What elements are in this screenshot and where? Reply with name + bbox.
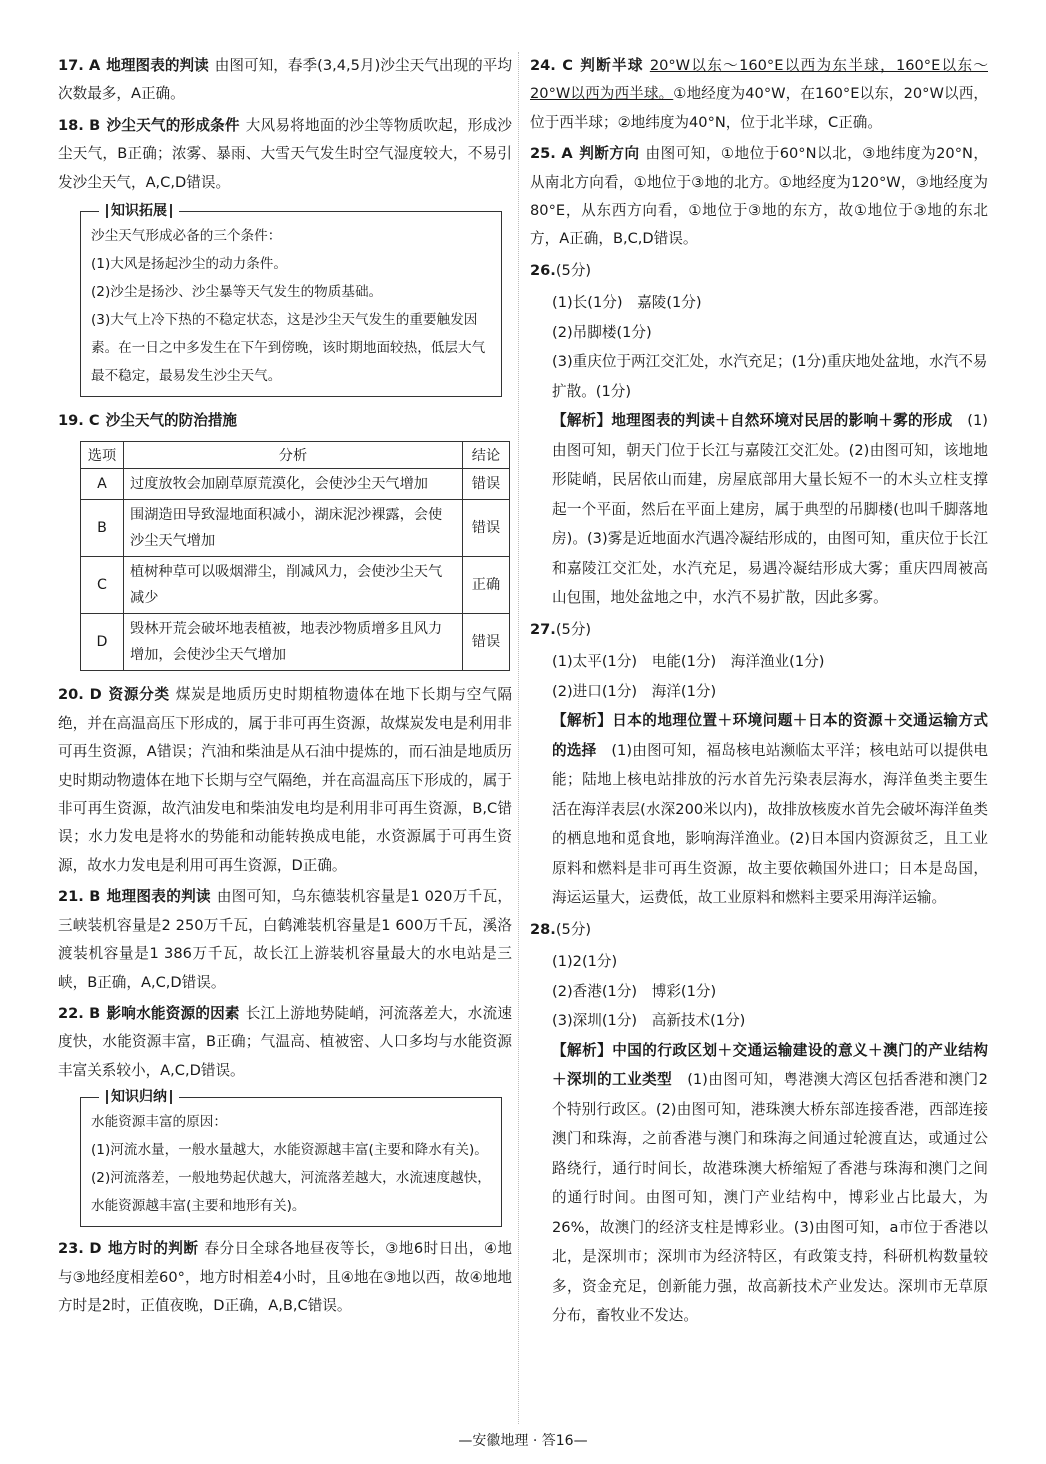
box2-line: (2)河流落差，一般地势起伏越大，河流落差越大，水流速度越快，水能资源越丰富(主要和地形有关)。 — [91, 1170, 491, 1215]
table-row — [81, 500, 510, 557]
q27-analysis-text: (1)由图可知，福岛核电站濒临太平洋；核电站可以提供电能；陆地上核电站排放的污水首先污染表层海水，海洋鱼类主要生活在海洋表层(水深200米以内)，故排放核废水首先会破坏海洋鱼类的栖息地和觅食地，影响海洋渔业。(2)日本国内资源贫乏，且工业原料和燃料是非可再生资源，故主要依赖国外进口；日本是岛国，海运运量大，运费低，故工业原料和燃料主要采用海洋运输。 — [552, 741, 988, 907]
q28-answer: (3)深圳(1分) 高新技术(1分) — [552, 1012, 746, 1030]
table-cell: D — [81, 614, 124, 671]
table-cell: 过度放牧会加剧草原荒漠化，会使沙尘天气增加 — [124, 469, 463, 500]
q17-text: 由图可知，春季(3,4,5月)沙尘天气出现的平均次数最多，A正确。 — [58, 57, 512, 103]
column-divider — [518, 52, 519, 1424]
q26-analysis-topic: 地理图表的判读＋自然环境对民居的影响＋雾的形成 — [611, 412, 953, 430]
table-header-row — [81, 442, 510, 469]
q23-number: 23. D — [58, 1240, 102, 1258]
q28-answer: (1)2(1分) — [552, 953, 618, 971]
question-17 — [58, 52, 512, 109]
q17-number: 17. A — [58, 57, 101, 74]
question-23 — [58, 1235, 512, 1320]
box2-line: (1)河流水量，一般水量越大，水能资源越丰富(主要和降水有关)。 — [91, 1142, 488, 1159]
q23-topic: 地方时的判断 — [107, 1240, 199, 1258]
table-header: 分析 — [124, 442, 463, 469]
box1-line: (2)沙尘是扬沙、沙尘暴等天气发生的物质基础。 — [91, 284, 383, 301]
q26-score: (5分) — [555, 261, 592, 279]
question-24 — [530, 52, 988, 137]
q27-answer: (2)进口(1分) 海洋(1分) — [552, 682, 717, 700]
q27-analysis-topic: 日本的地理位置＋环境问题＋日本的资源＋交通运输方式的选择 — [552, 712, 988, 759]
table-cell: 植树种草可以吸烟滞尘，削减风力，会使沙尘天气减少 — [124, 557, 463, 614]
box1-line: 沙尘天气形成必备的三个条件： — [91, 228, 282, 245]
question-26-header — [530, 257, 988, 285]
q26-analysis — [530, 406, 988, 613]
question-25 — [530, 140, 988, 254]
table-header: 选项 — [81, 442, 124, 469]
knowledge-extension-box — [80, 203, 502, 397]
q27-number: 27. — [530, 620, 556, 638]
q22-topic: 影响水能资源的因素 — [106, 1004, 240, 1022]
q26-answer: (3)重庆位于两江交汇处，水汽充足；(1分)重庆地处盆地，水汽不易扩散。(1分) — [552, 353, 988, 400]
q25-number: 25. A — [530, 145, 573, 163]
question-27-header — [530, 616, 988, 644]
box1-line: (1)大风是扬起沙尘的动力条件。 — [91, 256, 287, 273]
question-22 — [58, 1000, 512, 1085]
q20-number: 20. D — [58, 686, 102, 704]
q26-answer: (2)吊脚楼(1分) — [552, 323, 652, 341]
q23-text: 春分日全球各地昼夜等长，③地6时日出，④地与③地经度相差60°，地方时相差4小时，且④地在③地以西，故④地地方时是2时，正值夜晚，D正确，A,B,C错误。 — [58, 1240, 512, 1314]
q25-topic: 判断方向 — [578, 145, 640, 163]
q20-text: 煤炭是地质历史时期植物遗体在地下长期与空气隔绝，并在高温高压下形成的，属于非可再生资源，故煤炭发电是利用非可再生资源，A错误；汽油和柴油是从石油中提炼的，而石油是地质历史时期动物遗体在地下长期与空气隔绝，并在高温高压下形成的，属于非可再生资源，故汽油发电和柴油发电均是利用非可再生资源，B,C错误；水力发电是将水的势能和动能转换成电能，水资源属于可再生资源，故水力发电是利用可再生资源，D正确。 — [58, 686, 512, 874]
knowledge-summary-title: 知识归纳 — [99, 1086, 179, 1108]
question-18 — [58, 112, 512, 197]
q27-score: (5分) — [555, 620, 592, 638]
q26-analysis-text: (1)由图可知，朝天门位于长江与嘉陵江交汇处。(2)由图可知，该地地形陡峭，民居依山而建，房屋底部用大量长短不一的木头立柱支撑起一个平面，然后在平面上建房，属于典型的吊脚楼(也叫千脚落地房)。(3)雾是近地面水汽遇冷凝结形成的，由图可知，重庆位于长江和嘉陵江交汇处，水汽充足，易遇冷凝结形成大雾；重庆四周被高山包围，地处盆地之中，水汽不易扩散，因此多雾。 — [552, 412, 988, 607]
q28-score: (5分) — [555, 920, 592, 938]
page-footer: —安徽地理 · 答16— — [458, 1433, 588, 1449]
knowledge-summary-box — [80, 1089, 502, 1227]
q28-analysis — [530, 1036, 988, 1331]
table-header: 结论 — [463, 442, 510, 469]
q25-text: 由图可知，①地位于60°N以北，③地纬度为20°N，从南北方向看，①地位于③地的北方。①地经度为120°W，③地经度为80°E，从东西方向看，①地位于③地的东方，故①地位于③地的东北方，A正确，B,C,D错误。 — [530, 145, 988, 248]
q19-topic: 沙尘天气的防治措施 — [105, 412, 238, 430]
q28-analysis-text: (1)由图可知，粤港澳大湾区包括香港和澳门2个特别行政区。(2)由图可知，港珠澳大桥东部连接香港，西部连接澳门和珠海，之前香港与澳门和珠海之间通过轮渡直达，或通过公路绕行，通行时间长，故港珠澳大桥缩短了香港与珠海和澳门之间的通行时间。由图可知，澳门产业结构中，博彩业占比最大，为26%，故澳门的经济支柱是博彩业。(3)由图可知，a市位于香港以北，是深圳市；深圳市为经济特区，有政策支持，科研机构数量较多，资金充足，创新能力强，故高新技术产业发达。深圳市无草原分布，畜牧业不发达。 — [552, 1071, 988, 1325]
table-cell: A — [81, 469, 124, 500]
analysis-label: 【解析】 — [552, 1041, 613, 1059]
analysis-label: 【解析】 — [552, 412, 612, 430]
q27-analysis — [530, 706, 988, 913]
q22-text: 长江上游地势陡峭，河流落差大，水流速度快，水能资源丰富，B正确；气温高、植被密、人口多均与水能资源丰富关系较小，A,C,D错误。 — [58, 1004, 512, 1079]
table-cell: 错误 — [463, 500, 510, 557]
box2-line: 水能资源丰富的原因： — [91, 1114, 227, 1131]
q27-answer: (1)太平(1分) 电能(1分) 海洋渔业(1分) — [552, 653, 825, 671]
q24-text: ①地经度为40°W，在160°E以东，20°W以西，位于西半球；②地纬度为40°N，位于北半球，C正确。 — [530, 85, 988, 131]
table-cell: 正确 — [463, 557, 510, 614]
right-column — [530, 52, 988, 1334]
table-cell: 毁林开荒会破坏地表植被，地表沙物质增多且风力增加，会使沙尘天气增加 — [124, 614, 463, 671]
question-20 — [58, 681, 512, 880]
question-19 — [58, 407, 512, 435]
q20-topic: 资源分类 — [107, 686, 170, 704]
box1-line: (3)大气上冷下热的不稳定状态，这是沙尘天气发生的重要触发因素。在一日之中多发生在下午到傍晚，该时期地面较热，低层大气最不稳定，最易发生沙尘天气。 — [91, 312, 486, 385]
table-row — [81, 557, 510, 614]
table-row — [81, 614, 510, 671]
q24-topic: 判断半球 — [578, 57, 644, 74]
q17-topic: 地理图表的判读 — [106, 57, 209, 74]
q21-number: 21. B — [58, 888, 101, 906]
q24-underlined-rule: 20°W以东～160°E以西为东半球，160°E以东～20°W以西为西半球。 — [530, 57, 988, 103]
q24-number: 24. C — [530, 57, 573, 74]
q26-number: 26. — [530, 261, 556, 279]
question-21 — [58, 883, 512, 997]
q18-text: 大风易将地面的沙尘等物质吹起，形成沙尘天气，B正确；浓雾、暴雨、大雪天气发生时空气湿度较大，不易引发沙尘天气，A,C,D错误。 — [58, 116, 512, 191]
q18-topic: 沙尘天气的形成条件 — [106, 116, 240, 134]
table-cell: B — [81, 500, 124, 557]
q21-text: 由图可知，乌东德装机容量是1 020万千瓦，三峡装机容量是2 250万千瓦，白鹤滩装机容量是1 600万千瓦，溪洛渡装机容量是1 386万千瓦，故长江上游装机容量最大的水电站是三峡，B正确，A,C,D错误。 — [58, 888, 512, 991]
question-28-header — [530, 916, 988, 944]
table-cell: 错误 — [463, 614, 510, 671]
analysis-label: 【解析】 — [552, 712, 613, 730]
q22-number: 22. B — [58, 1004, 101, 1022]
analysis-table — [80, 441, 510, 671]
left-column — [58, 52, 512, 1323]
q21-topic: 地理图表的判读 — [106, 888, 211, 906]
q28-answer: (2)香港(1分) 博彩(1分) — [552, 982, 717, 1000]
q18-number: 18. B — [58, 116, 101, 134]
q26-answer: (1)长(1分) 嘉陵(1分) — [552, 294, 702, 312]
q28-number: 28. — [530, 920, 556, 938]
table-cell: C — [81, 557, 124, 614]
q19-number: 19. C — [58, 412, 100, 430]
table-cell: 错误 — [463, 469, 510, 500]
knowledge-extension-title: 知识拓展 — [99, 200, 179, 222]
table-cell: 围湖造田导致湿地面积减小，湖床泥沙裸露，会使沙尘天气增加 — [124, 500, 463, 557]
q28-analysis-topic: 中国的行政区划＋交通运输建设的意义＋澳门的产业结构＋深圳的工业类型 — [552, 1041, 988, 1089]
table-row — [81, 469, 510, 500]
